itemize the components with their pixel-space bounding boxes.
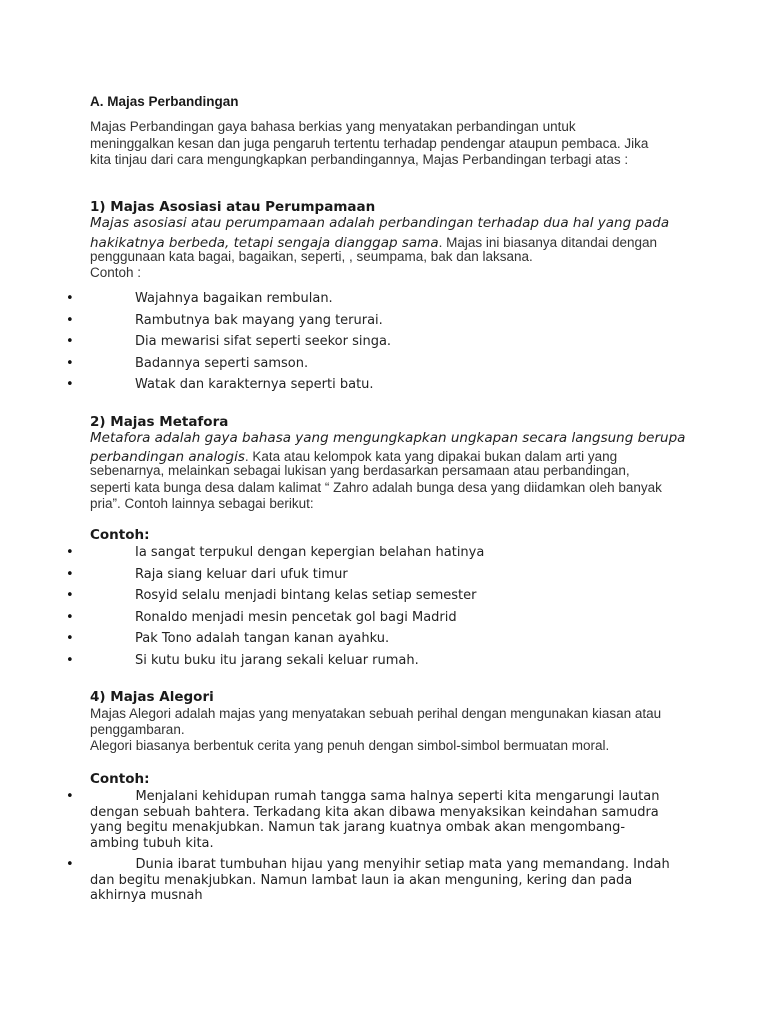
bullet-icon: • <box>66 356 74 371</box>
list-item: Ronaldo menjadi mesin pencetak gol bagi Madrid <box>135 610 457 625</box>
section-a-title: A. Majas Perbandingan <box>90 94 239 109</box>
section-2-text: . Kata atau kelompok kata yang dipakai bukan dalam arti yang <box>244 449 618 464</box>
section-4-heading: 4) Majas Alegori <box>90 689 214 705</box>
section-2-italic-line: Metafora adalah gaya bahasa yang mengungkapkan ungkapan secara langsung berupa <box>90 430 686 446</box>
bullet-icon: • <box>66 857 74 872</box>
example-line: dan begitu menakjubkan. Namun lambat laun ia akan menguning, kering dan pada <box>90 872 633 888</box>
section-4-contoh-label: Contoh: <box>90 771 150 787</box>
list-item: Ia sangat terpukul dengan kepergian belahan hatinya <box>135 545 485 560</box>
bullet-icon: • <box>66 610 74 625</box>
list-item: Rambutnya bak mayang yang terurai. <box>135 313 383 328</box>
list-item: Wajahnya bagaikan rembulan. <box>135 291 333 306</box>
list-item: Watak dan karakternya seperti batu. <box>135 377 374 392</box>
section-2-text: seperti kata bunga desa dalam kalimat “ Zahro adalah bunga desa yang diidamkan oleh banyak <box>90 480 662 495</box>
section-4-text: penggambaran. <box>90 722 185 737</box>
intro-line: meninggalkan kesan dan juga pengaruh tertentu terhadap pendengar ataupun pembaca. Jika <box>90 135 649 151</box>
example-line: Menjalani kehidupan rumah tangga sama halnya seperti kita mengarungi lautan <box>90 789 660 804</box>
example-line: dengan sebuah bahtera. Terkadang kita akan dibawa menyaksikan keindahan samudra <box>90 804 659 820</box>
section-2-contoh-label: Contoh: <box>90 527 150 543</box>
bullet-icon: • <box>66 588 74 603</box>
example-line: Dunia ibarat tumbuhan hijau yang menyihir setiap mata yang memandang. Indah <box>90 857 670 872</box>
bullet-icon: • <box>66 631 74 646</box>
section-a-intro <box>90 119 690 169</box>
list-item: Badannya seperti samson. <box>135 356 309 371</box>
bullet-icon: • <box>66 653 74 668</box>
list-item: Raja siang keluar dari ufuk timur <box>135 567 348 582</box>
bullet-icon: • <box>66 377 74 392</box>
section-1-italic-line: Majas asosiasi atau perumpamaan adalah perbandingan terhadap dua hal yang pada <box>90 215 670 231</box>
example-line: ambing tubuh kita. <box>90 835 214 851</box>
section-1-text: . Majas ini biasanya ditandai dengan <box>438 235 658 250</box>
section-2-italic-line: perbandingan analogis <box>90 449 245 465</box>
bullet-icon: • <box>66 291 74 306</box>
bullet-icon: • <box>66 313 74 328</box>
section-2-text: sebenarnya, melainkan sebagai lukisan yang berdasarkan persamaan atau perbandingan, <box>90 463 630 478</box>
list-item: Dia mewarisi sifat seperti seekor singa. <box>135 334 392 349</box>
section-4-text: Alegori biasanya berbentuk cerita yang penuh dengan simbol-simbol bermuatan moral. <box>90 738 610 753</box>
list-item: Pak Tono adalah tangan kanan ayahku. <box>135 631 390 646</box>
bullet-icon: • <box>66 567 74 582</box>
example-paragraph <box>90 789 660 851</box>
list-item: Rosyid selalu menjadi bintang kelas setiap semester <box>135 588 477 603</box>
bullet-icon: • <box>66 545 74 560</box>
section-1-italic-line: hakikatnya berbeda, tetapi sengaja dianggap sama <box>90 235 439 251</box>
example-line: yang begitu menakjubkan. Namun tak jarang kuatnya ombak akan mengombang- <box>90 820 626 836</box>
section-1-heading: 1) Majas Asosiasi atau Perumpamaan <box>90 199 376 215</box>
bullet-icon: • <box>66 334 74 349</box>
intro-line: kita tinjau dari cara mengungkapkan perbandingannya, Majas Perbandingan terbagi atas : <box>90 152 629 167</box>
intro-line: Majas Perbandingan gaya bahasa berkias yang menyatakan perbandingan untuk <box>90 119 576 134</box>
section-2-heading: 2) Majas Metafora <box>90 414 229 430</box>
section-4-text: Majas Alegori adalah majas yang menyatakan sebuah perihal dengan mengunakan kiasan atau <box>90 706 662 721</box>
section-1-text: penggunaan kata bagai, bagaikan, seperti, , seumpama, bak dan laksana. <box>90 249 533 264</box>
bullet-icon: • <box>66 789 74 804</box>
section-2-text: pria”. Contoh lainnya sebagai berikut: <box>90 496 314 511</box>
example-line: akhirnya musnah <box>90 888 203 904</box>
section-1-contoh-label: Contoh : <box>90 265 142 280</box>
example-paragraph <box>90 857 670 904</box>
list-item: Si kutu buku itu jarang sekali keluar rumah. <box>135 653 419 668</box>
